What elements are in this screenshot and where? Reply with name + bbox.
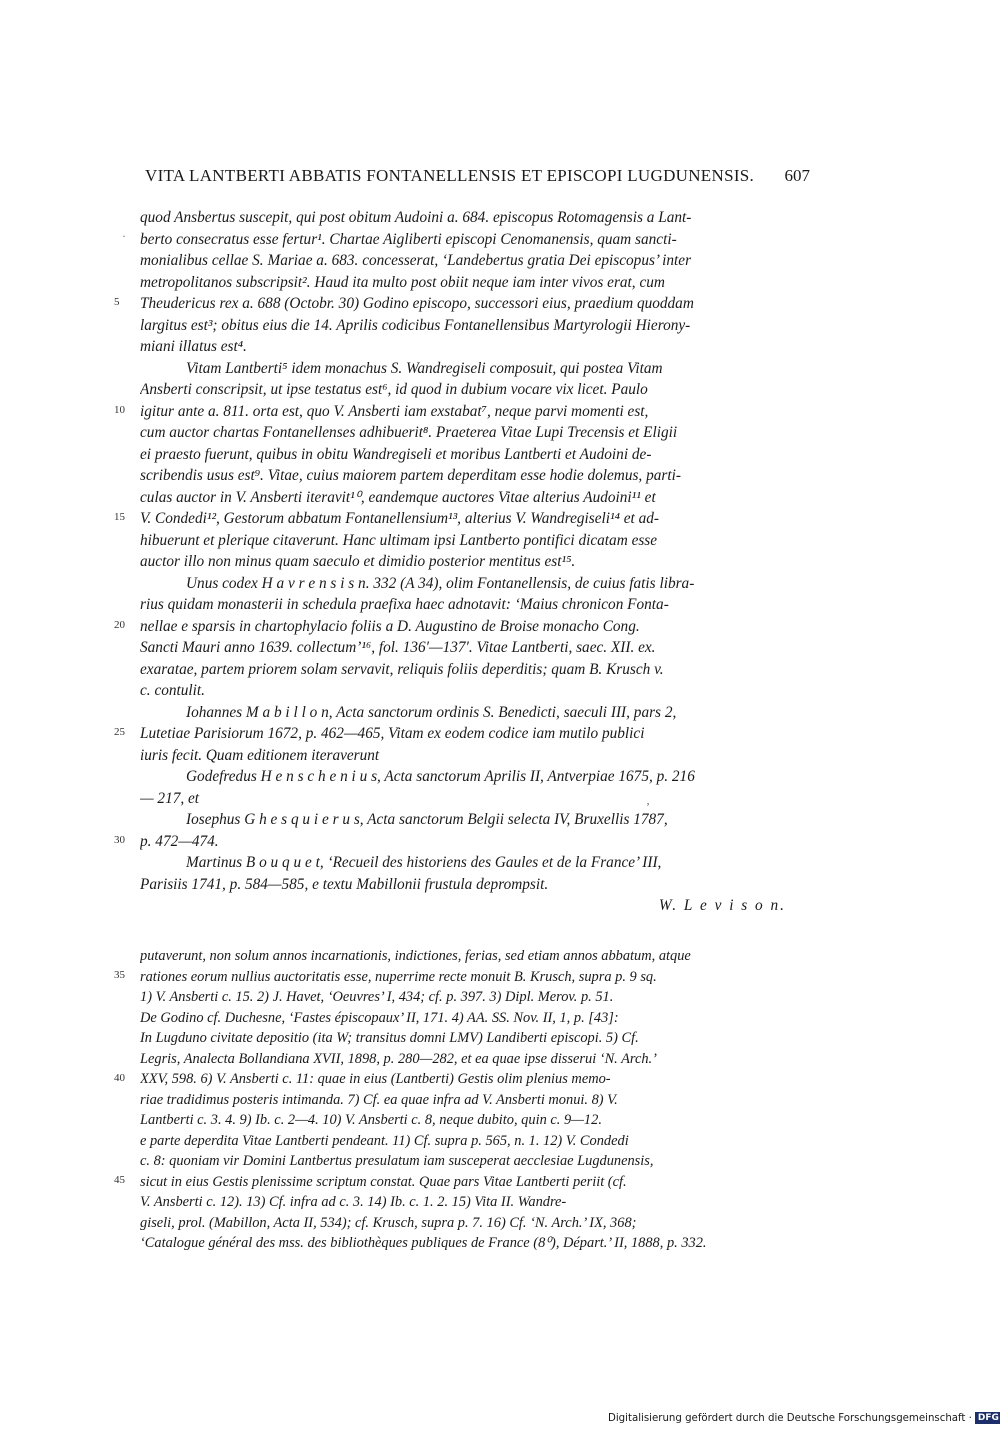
text-line: Iohannes M a b i l l o n, Acta sanctorum ordinis S. Benedicti, saeculi III, pars 2, (186, 703, 677, 721)
footnote-line: e parte deperdita Vitae Lantberti pendeant. 11) Cf. supra p. 565, n. 1. 12) V. Condedi (140, 1132, 629, 1149)
line-number: 35 (114, 969, 125, 981)
text-line: exaratae, partem priorem solam servavit, reliquis foliis deperditis; quam B. Krusch v. (140, 660, 664, 678)
text-line: igitur ante a. 811. orta est, quo V. Ansberti iam exstabat⁷, neque parvi momenti est, (140, 402, 649, 420)
text-line: Martinus B o u q u e t, ‘Recueil des historiens des Gaules et de la France’ III, (186, 854, 662, 871)
text-line: rius quidam monasterii in schedula praefixa haec adnotavit: ‘Maius chronicon Fonta- (140, 596, 669, 613)
line-number: 20 (114, 618, 125, 631)
text-line: Theudericus rex a. 688 (Octobr. 30) Godino episcopo, successori eius, praedium quoddam (140, 295, 694, 312)
footnote-line: 1) V. Ansberti c. 15. 2) J. Havet, ‘Oeuvres’ I, 434; cf. p. 397. 3) Dipl. Merov. p. 51. (140, 989, 614, 1005)
footnote-line: De Godino cf. Duchesne, ‘Fastes épiscopaux’ II, 171. 4) AA. SS. Nov. II, 1, p. [43]: (140, 1009, 619, 1026)
text-line: Lutetiae Parisiorum 1672, p. 462—465, Vitam ex eodem codice iam mutilo publici (140, 725, 645, 742)
text-line: scribendis usus est⁹. Vitae, cuius maiorem partem deperditam esse hodie dolemus, parti- (140, 467, 681, 484)
line-number: 10 (114, 403, 125, 416)
footnote-line: Lantberti c. 3. 4. 9) Ib. c. 2—4. 10) V. Ansberti c. 8, neque dubito, quin c. 9—12. (140, 1112, 602, 1128)
text-line: miani illatus est⁴. (140, 338, 247, 355)
text-line: monialibus cellae S. Mariae a. 683. concesserat, ‘Landebertus gratia Dei episcopus’ inter (140, 252, 692, 269)
footnote-line: c. 8: quoniam vir Domini Lantbertus presulatum iam susceperat aecclesiae Lugdunensis, (140, 1153, 654, 1169)
text-line: V. Condedi¹², Gestorum abbatum Fontanellensium¹³, alterius V. Wandregiseli¹⁴ et ad- (140, 510, 660, 527)
text-line: quod Ansbertus suscepit, qui post obitum Audoini a. 684. episcopus Rotomagensis a Lant- (140, 209, 692, 226)
page-number: 607 (784, 166, 810, 185)
footnote-line: ‘Catalogue général des mss. des bibliothèques publiques de France (8⁰), Départ.’ II, 1888, p. 332. (140, 1235, 707, 1251)
footnote-line: riae tradidimus posteris intimanda. 7) Cf. ea quae infra ad V. Ansberti monui. 8) V. (140, 1091, 618, 1108)
margin-dot: · (122, 229, 126, 243)
text-line: auctor illo non minus quam saeculo et dimidio posterior mentitus est¹⁵. (140, 553, 576, 570)
text-line: metropolitanos subscripsit². Haud ita multo post obiit neque iam inter vivos erat, cum (140, 273, 665, 291)
text-line: berto consecratus esse fertur¹. Chartae Aigliberti episcopi Cenomanensis, quam sancti- (140, 230, 677, 248)
footer-text: Digitalisierung gefördert durch die Deutsche Forschungsgemeinschaft · (608, 1413, 972, 1424)
line-number: 40 (114, 1071, 125, 1084)
line-number: 25 (114, 726, 125, 738)
text-line: hibuerunt et plerique citaverunt. Hanc ultimam ipsi Lantberto pontifici dicatam esse (140, 531, 658, 549)
running-title: VITA LANTBERTI ABBATIS FONTANELLENSIS ET EPISCOPI LUGDUNENSIS. (145, 166, 755, 185)
footnote-line: rationes eorum nullius auctoritatis esse, nuperrime recte monuit B. Krusch, supra p. 9 sq. (140, 968, 657, 985)
text-line: cum auctor chartas Fontanellenses adhibuerit⁸. Praeterea Vitae Lupi Trecensis et Eligii (140, 424, 678, 441)
text-line: Unus codex H a v r e n s i s n. 332 (A 34), olim Fontanellensis, de cuius fatis libra- (186, 574, 695, 592)
text-line: Sancti Mauri anno 1639. collectum’¹⁶, fol. 136′—137′. Vitae Lantberti, saec. XII. ex. (140, 639, 656, 656)
footnote-line: Legris, Analecta Bollandiana XVII, 1898, p. 280—282, et ea quae ipse disserui ‘N. Arch.’ (140, 1050, 657, 1067)
text-line: nellae e sparsis in chartophylacio foliis a D. Augustino de Broise monacho Cong. (140, 617, 640, 635)
main-text (140, 208, 810, 928)
ink-speck: ‚ (646, 793, 650, 807)
line-number: 15 (114, 511, 125, 523)
running-header (145, 166, 810, 192)
footnote-line: XXV, 598. 6) V. Ansberti c. 11: quae in eius (Lantberti) Gestis olim plenius memo- (140, 1071, 611, 1087)
author-signature: W. L e v i s o n. (658, 897, 786, 914)
text-line: — 217, et (140, 789, 200, 807)
text-line: Vitam Lantberti⁵ idem monachus S. Wandregiseli composuit, qui postea Vitam (186, 359, 663, 377)
text-line: Parisiis 1741, p. 584—585, e textu Mabillonii frustula deprompsit. (140, 875, 549, 893)
line-number: 45 (114, 1174, 125, 1186)
text-line: Ansberti conscripsit, ut ipse testatus est⁶, id quod in dubium vocare vix licet. Paulo (140, 381, 648, 398)
footnote-line: V. Ansberti c. 12). 13) Cf. infra ad c. 3. 14) Ib. c. 1. 2. 15) Vita II. Wandre- (140, 1194, 567, 1210)
footnote-line: giseli, prol. (Mabillon, Acta II, 534); cf. Krusch, supra p. 7. 16) Cf. ‘N. Arch.’ IX, 368; (140, 1214, 637, 1231)
text-line: iuris fecit. Quam editionem iteraverunt (140, 746, 380, 764)
text-line: p. 472—474. (140, 832, 219, 850)
text-line: Godefredus H e n s c h e n i u s, Acta sanctorum Aprilis II, Antverpiae 1675, p. 216 (186, 768, 695, 785)
line-number: 30 (114, 833, 125, 846)
footnotes (140, 946, 810, 1276)
dfg-logo: DFG (975, 1412, 1000, 1424)
text-line: largitus est³; obitus eius die 14. Aprilis codicibus Fontanellensibus Martyrologii Hierony- (140, 316, 691, 334)
text-line: c. contulit. (140, 682, 205, 699)
line-number: 5 (114, 296, 120, 308)
footnote-line: sicut in eius Gestis plenissime scriptum constat. Quae pars Vitae Lantberti periit (cf. (140, 1173, 627, 1190)
text-line: ei praesto fuerunt, quibus in obitu Wandregiseli et moribus Lantberti et Audoini de- (140, 445, 652, 463)
text-line: Iosephus G h e s q u i e r u s, Acta sanctorum Belgii selecta IV, Bruxellis 1787, (186, 811, 668, 828)
text-line: culas auctor in V. Ansberti iteravit¹⁰, eandemque auctores Vitae alterius Audoini¹¹ et (140, 488, 656, 506)
footnote-line: putaverunt, non solum annos incarnationis, indictiones, ferias, sed etiam annos abbatum, atque (140, 948, 691, 964)
footnote-line: In Lugduno civitate depositio (ita W; transitus domni LMV) Landiberti episcopi. 5) Cf. (140, 1030, 639, 1046)
dfg-footer (608, 1412, 999, 1428)
